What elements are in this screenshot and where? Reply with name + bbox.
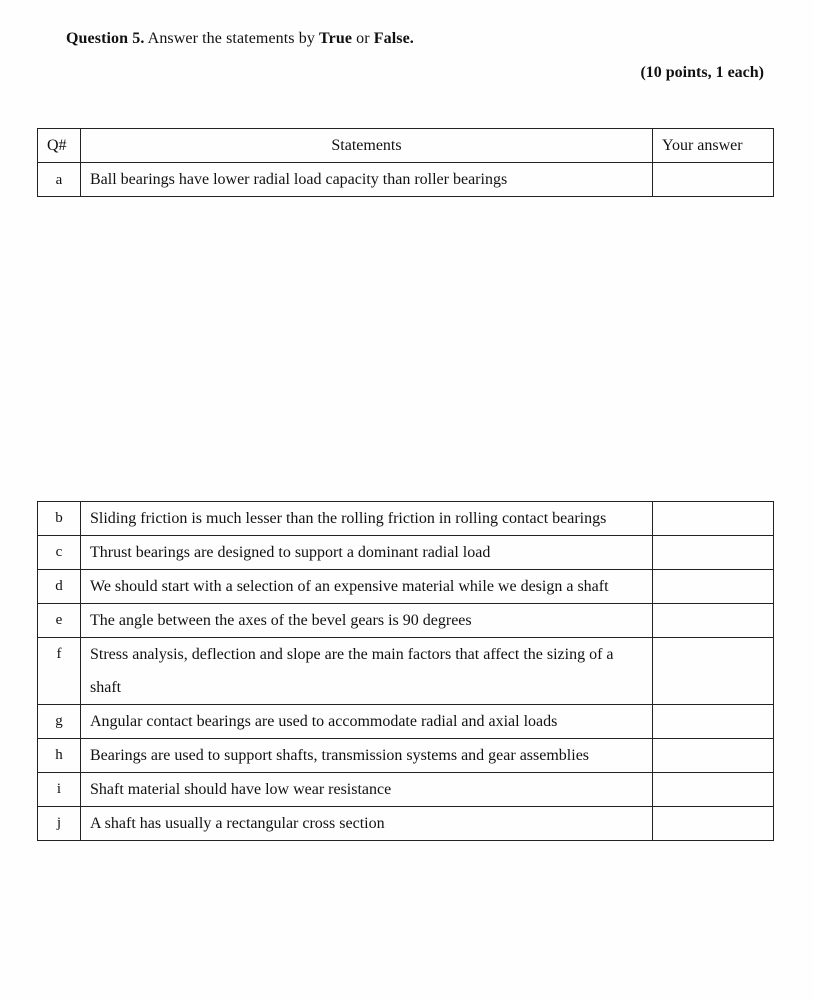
row-statement: Ball bearings have lower radial load capacity than roller bearings [81, 163, 653, 197]
points-note: (10 points, 1 each) [640, 64, 764, 81]
row-statement: We should start with a selection of an expensive material while we design a shaft [81, 570, 653, 604]
row-id: c [38, 536, 81, 570]
answer-cell[interactable] [653, 536, 774, 570]
row-statement: Sliding friction is much lesser than the rolling friction in rolling contact bearings [81, 502, 653, 536]
answer-table-bottom [37, 501, 774, 841]
table-row [38, 807, 774, 841]
row-id: b [38, 502, 81, 536]
answer-cell[interactable] [653, 739, 774, 773]
answer-cell[interactable] [653, 570, 774, 604]
header-qnum: Q# [38, 129, 81, 163]
answer-cell[interactable] [653, 807, 774, 841]
table-row [38, 502, 774, 536]
row-id: a [38, 163, 81, 197]
or-word: or [352, 30, 374, 47]
answer-cell[interactable] [653, 604, 774, 638]
false-word: False. [373, 30, 414, 47]
row-id: j [38, 807, 81, 841]
table-row [38, 604, 774, 638]
table-row [38, 739, 774, 773]
header-statements: Statements [81, 129, 653, 163]
row-statement: The angle between the axes of the bevel gears is 90 degrees [81, 604, 653, 638]
row-statement: Shaft material should have low wear resistance [81, 773, 653, 807]
question-title [66, 30, 414, 48]
header-answer: Your answer [653, 129, 774, 163]
table-row [38, 773, 774, 807]
row-id: f [38, 638, 81, 705]
table-row [38, 638, 774, 705]
table-row [38, 570, 774, 604]
true-word: True [319, 30, 353, 47]
answer-cell[interactable] [653, 705, 774, 739]
question-label: Question 5. [66, 30, 145, 47]
answer-cell[interactable] [653, 638, 774, 705]
row-id: g [38, 705, 81, 739]
row-id: h [38, 739, 81, 773]
row-id: e [38, 604, 81, 638]
question-intro: Answer the statements by [144, 30, 320, 47]
answer-table-top [37, 128, 774, 197]
row-statement: Bearings are used to support shafts, transmission systems and gear assemblies [81, 739, 653, 773]
row-id: i [38, 773, 81, 807]
row-statement: Stress analysis, deflection and slope are the main factors that affect the sizing of a shaft [81, 638, 653, 705]
table-row [38, 705, 774, 739]
answer-cell[interactable] [653, 773, 774, 807]
table-row [38, 163, 774, 197]
answer-cell[interactable] [653, 163, 774, 197]
table-header-row [38, 129, 774, 163]
table-row [38, 536, 774, 570]
row-id: d [38, 570, 81, 604]
row-statement: Thrust bearings are designed to support a dominant radial load [81, 536, 653, 570]
row-statement: A shaft has usually a rectangular cross section [81, 807, 653, 841]
row-statement: Angular contact bearings are used to accommodate radial and axial loads [81, 705, 653, 739]
answer-cell[interactable] [653, 502, 774, 536]
